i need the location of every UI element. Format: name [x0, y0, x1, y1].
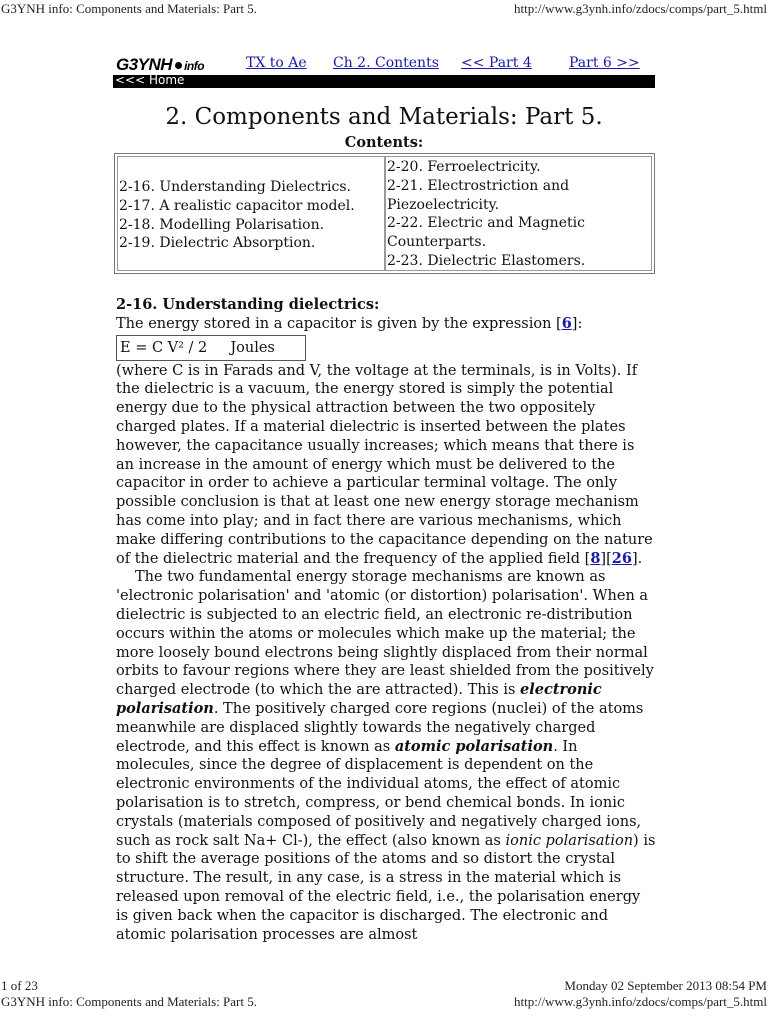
nav-link-tx-to-ae[interactable]: TX to Ae: [246, 55, 307, 71]
contents-column-2: [385, 156, 652, 271]
article-body: [116, 296, 656, 944]
footer-datetime: Monday 02 September 2013 08:54 PM: [564, 978, 767, 993]
paragraph-2-text-a: The two fundamental energy storage mechanisms are known as 'electronic polarisation' and 'atomic (or distortion) polarisation'. When a dielectric is subjected to an electric field, an electronic re-distribution occurs within the atoms or molecules which make up the material; the more loosely bound electrons being slightly displaced from their normal orbits to favour regions where they are least shielded from the positively charged electrode (to which the are attracted). This is: [116, 569, 654, 699]
toc-item-2-16[interactable]: 2-16. Understanding Dielectrics.: [119, 179, 352, 195]
paragraph-2: [116, 568, 656, 944]
page-title: 2. Components and Materials: Part 5.: [165, 104, 603, 130]
ref-link-26[interactable]: 26: [611, 549, 632, 567]
toc-item-2-22-cont[interactable]: Counterparts.: [387, 234, 487, 251]
contents-title: Contents:: [344, 134, 424, 151]
footer-title: G3YNH info: Components and Materials: Part 5.: [1, 994, 257, 1009]
term-electronic-polarisation: electronic polarisation: [116, 681, 602, 717]
paragraph-1-end: ].: [631, 550, 643, 567]
ref-link-8[interactable]: 8: [590, 549, 601, 567]
nav-link-ch2-contents[interactable]: Ch 2. Contents: [333, 55, 439, 71]
toc-item-2-20[interactable]: 2-20. Ferroelectricity.: [387, 159, 541, 175]
logo-suffix: info: [184, 59, 205, 73]
contents-table: [114, 153, 655, 274]
section-heading: 2-16. Understanding dielectrics:: [116, 296, 380, 313]
site-logo[interactable]: [116, 55, 204, 75]
logo-text: G3YNH: [116, 55, 173, 74]
nav-bar: [116, 55, 655, 75]
contents-column-1: [117, 156, 385, 271]
term-atomic-polarisation: atomic polarisation: [394, 737, 554, 755]
home-bar[interactable]: [113, 75, 655, 88]
intro-text-end: ]:: [571, 315, 583, 332]
energy-formula-box: E = C V² / 2 Joules: [116, 335, 306, 361]
browser-header-url: http://www.g3ynh.info/zdocs/comps/part_5.html: [514, 1, 767, 16]
paragraph-2-text-d: ) is to shift the average positions of the atoms and so distort the crystal structure. The result, in any case, is a stress in the material which is released upon removal of the electric field, i.e., the polarisation energy is given back when the capacitor is discharged. The electronic and atomic polarisation processes are almost: [116, 832, 656, 943]
footer-url: http://www.g3ynh.info/zdocs/comps/part_5.html: [514, 994, 767, 1009]
home-link[interactable]: <<< Home: [115, 73, 185, 87]
toc-item-2-23[interactable]: 2-23. Dielectric Elastomers.: [387, 252, 586, 269]
paragraph-1-mid: ][: [600, 550, 612, 567]
footer-page-count: 1 of 23: [1, 978, 38, 993]
paragraph-1-text: (where C is in Farads and V, the voltage at the terminals, is in Volts). If the dielectric is a vacuum, the energy stored is simply the potential energy due to the physical attraction between the two oppositely charged plates. If a material dielectric is inserted between the plates however, the capacitance usually increases; which means that there is an increase in the amount of energy which must be delivered to the capacitor in order to achieve a particular terminal voltage. The only possible conclusion is that at least one new energy storage mechanism has come into play; and in fact there are various mechanisms, which make differing contributions to the capacitance depending on the nature of the dielectric material and the frequency of the applied field [: [116, 362, 653, 567]
toc-item-2-22[interactable]: 2-22. Electric and Magnetic: [387, 215, 585, 232]
browser-header-title: G3YNH info: Components and Materials: Part 5.: [1, 1, 257, 16]
toc-item-2-21-cont[interactable]: Piezoelectricity.: [387, 196, 500, 213]
toc-item-2-19[interactable]: 2-19. Dielectric Absorption.: [119, 235, 316, 252]
intro-text: The energy stored in a capacitor is given by the expression [: [116, 315, 562, 332]
toc-item-2-21[interactable]: 2-21. Electrostriction and: [387, 177, 570, 194]
paragraph-2-text-b: . The positively charged core regions (nuclei) of the atoms meanwhile are displaced slightly towards the negatively charged electrode, and this effect is known as: [116, 700, 644, 755]
nav-link-part-4[interactable]: << Part 4: [461, 55, 532, 71]
paragraph-1: [116, 362, 656, 569]
paragraph-2-text-c: . In molecules, since the degree of displacement is dependent on the electronic environments of the individual atoms, the effect of atomic polarisation is to stretch, compress, or bend chemical bonds. In ionic crystals (materials composed of positively and negatively charged ions, such as rock salt Na+ Cl-), the effect (also known as: [116, 738, 642, 849]
logo-dot-icon: [175, 62, 182, 69]
nav-link-part-6[interactable]: Part 6 >>: [569, 55, 640, 71]
term-ionic-polarisation: ionic polarisation: [505, 832, 634, 849]
ref-link-6[interactable]: 6: [561, 314, 572, 332]
toc-item-2-17[interactable]: 2-17. A realistic capacitor model.: [119, 197, 355, 214]
toc-item-2-18[interactable]: 2-18. Modelling Polarisation.: [119, 216, 325, 233]
intro-paragraph: [116, 315, 656, 334]
